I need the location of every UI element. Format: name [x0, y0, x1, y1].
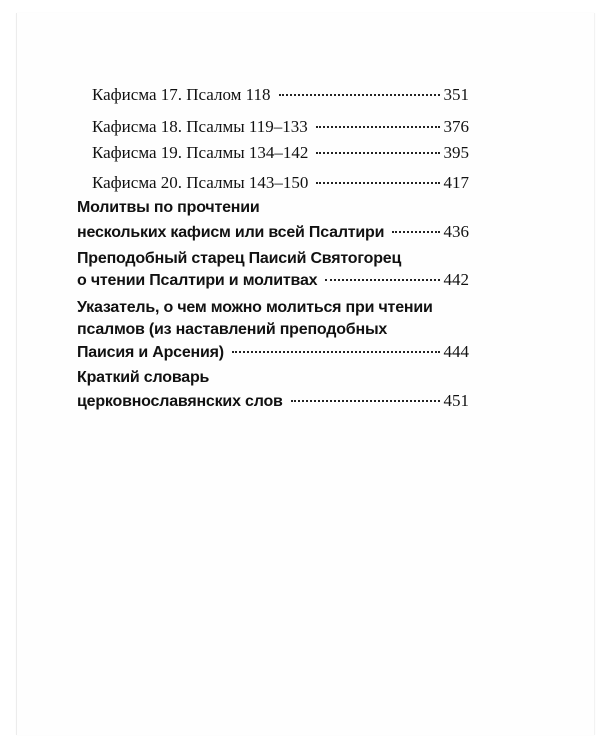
toc-page-number: 376: [443, 117, 469, 136]
dot-leader: [325, 279, 439, 281]
toc-section-index-line2[interactable]: псалмов (из наставлений преподобных: [77, 321, 388, 338]
dot-leader: [316, 152, 439, 154]
toc-entry-index[interactable]: [77, 342, 469, 362]
toc-entry-kathisma-20[interactable]: [92, 173, 469, 193]
toc-page-number: 442: [443, 270, 469, 289]
toc-page-number: 451: [443, 391, 469, 410]
toc-entry-paisios[interactable]: [77, 270, 469, 290]
toc-page-number: 436: [443, 222, 469, 241]
toc-section-dictionary-line1[interactable]: Краткий словарь: [77, 369, 210, 386]
dot-leader: [316, 126, 440, 128]
dot-leader: [279, 94, 440, 96]
toc-entry-title: Паисия и Арсения): [77, 344, 224, 361]
toc-page-number: 395: [443, 143, 469, 162]
dot-leader: [392, 231, 439, 233]
toc-entry-prayers[interactable]: [77, 222, 469, 242]
toc-entry-kathisma-18[interactable]: [92, 117, 469, 137]
toc-entry-title: церковнославянских слов: [77, 393, 283, 410]
toc-page-number: 444: [443, 342, 469, 361]
toc-entry-title: нескольких кафисм или всей Псалтири: [77, 224, 385, 241]
toc-entry-title: о чтении Псалтири и молитвах: [77, 272, 318, 289]
toc-entry-title: Кафисма 17. Псалом 118: [92, 85, 271, 104]
toc-page-number: 417: [443, 173, 469, 192]
dot-leader: [291, 400, 440, 402]
toc-section-index-line1[interactable]: Указатель, о чем можно молиться при чтении: [77, 299, 433, 316]
dot-leader: [232, 351, 440, 353]
toc-section-prayers-line1[interactable]: Молитвы по прочтении: [77, 199, 260, 216]
toc-entry-title: Кафисма 18. Псалмы 119–133: [92, 117, 308, 136]
toc-entry-kathisma-17[interactable]: [92, 85, 469, 105]
toc-section-paisios-line1[interactable]: Преподобный старец Паисий Святогорец: [77, 250, 402, 267]
toc-entry-title: Кафисма 20. Псалмы 143–150: [92, 173, 309, 192]
toc-page-number: 351: [443, 85, 469, 104]
toc-entry-dictionary[interactable]: [77, 391, 469, 411]
toc-entry-kathisma-19[interactable]: [92, 143, 469, 163]
toc-entry-title: Кафисма 19. Псалмы 134–142: [92, 143, 309, 162]
dot-leader: [316, 182, 439, 184]
